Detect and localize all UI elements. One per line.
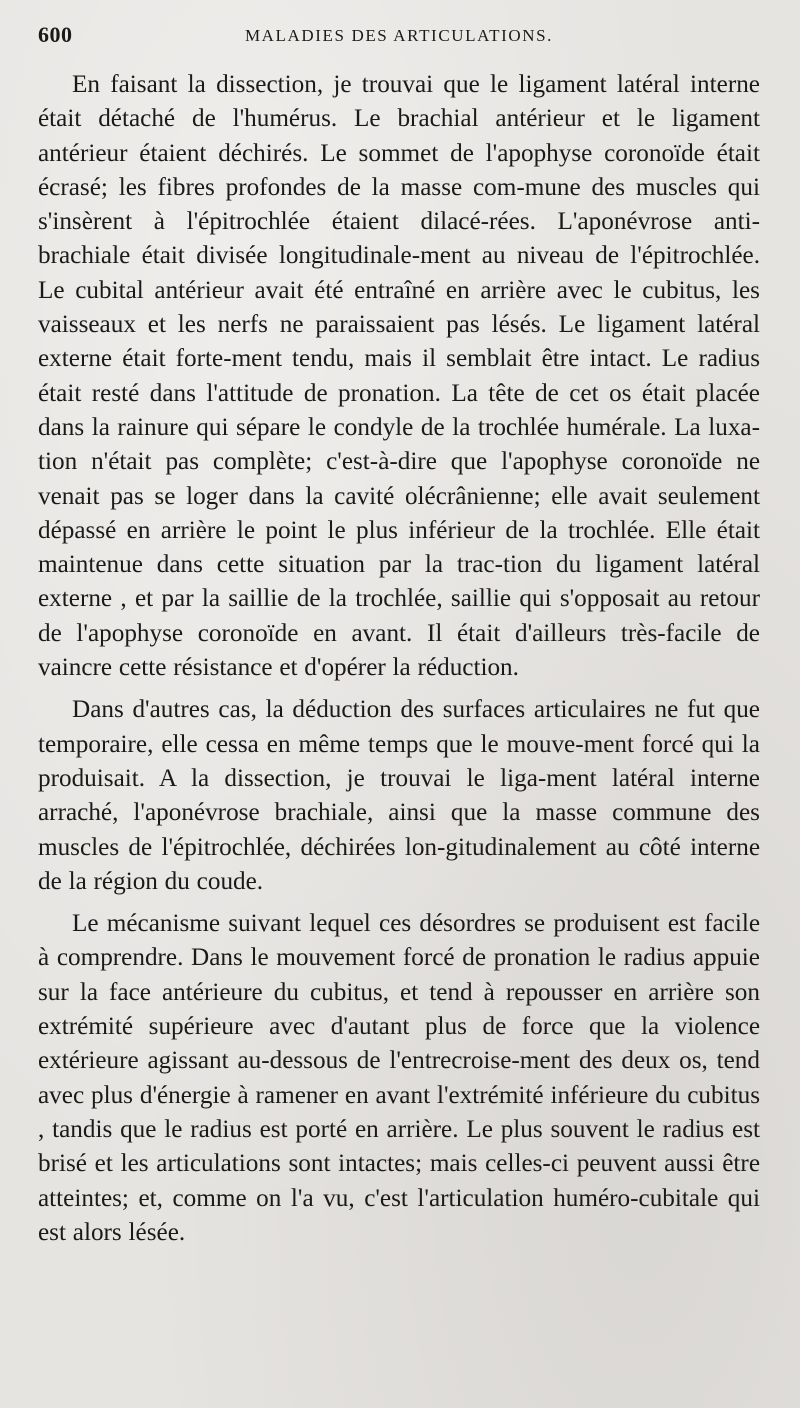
body-text <box>38 68 760 1250</box>
page-number: 600 <box>38 22 73 47</box>
running-title: MALADIES DES ARTICULATIONS. <box>244 26 554 45</box>
paragraph: Dans d'autres cas, la déduction des surfaces articulaires ne fut que temporaire, elle cessa en même temps que le mouve-ment forcé qui la produisait. A la dissection, je trouvai le liga-ment latéral interne arraché, l'aponévrose brachiale, ainsi que la masse commune des muscles de l'épitrochlée, déchirées lon-gitudinalement au côté interne de la région du coude. <box>38 696 760 895</box>
running-head <box>38 22 760 48</box>
paragraph: En faisant la dissection, je trouvai que le ligament latéral interne était détaché de l'humérus. Le brachial antérieur et le ligament antérieur étaient déchirés. Le sommet de l'apophyse coronoïde était écrasé; les fibres profondes de la masse com-mune des muscles qui s'insèrent à l'épitrochlée étaient dilacé-rées. L'aponévrose anti-brachiale était divisée longitudinale-ment au niveau de l'épitrochlée. Le cubital antérieur avait été entraîné en arrière avec le cubitus, les vaisseaux et les nerfs ne paraissaient pas lésés. Le ligament latéral externe était forte-ment tendu, mais il semblait être intact. Le radius était resté dans l'attitude de pronation. La tête de cet os était placée dans la rainure qui sépare le condyle de la trochlée humérale. La luxa-tion n'était pas complète; c'est-à-dire que l'apophyse coronoïde ne venait pas se loger dans la cavité olécrânienne; elle avait seulement dépassé en arrière le point le plus inférieur de la trochlée. Elle était maintenue dans cette situation par la trac-tion du ligament latéral externe , et par la saillie de la trochlée, saillie qui s'opposait au retour de l'apophyse coronoïde en avant. Il était d'ailleurs très-facile de vaincre cette résistance et d'opérer la réduction. <box>38 71 760 682</box>
paragraph: Le mécanisme suivant lequel ces désordres se produisent est facile à comprendre. Dans le mouvement forcé de pronation le radius appuie sur la face antérieure du cubitus, et tend à repousser en arrière son extrémité supérieure avec d'autant plus de force que la violence extérieure agissant au-dessous de l'entrecroise-ment des deux os, tend avec plus d'énergie à ramener en avant l'extrémité inférieure du cubitus , tandis que le radius est porté en arrière. Le plus souvent le radius est brisé et les articulations sont intactes; mais celles-ci peuvent aussi être atteintes; et, comme on l'a vu, c'est l'articulation huméro-cubitale qui est alors lésée. <box>38 910 760 1246</box>
